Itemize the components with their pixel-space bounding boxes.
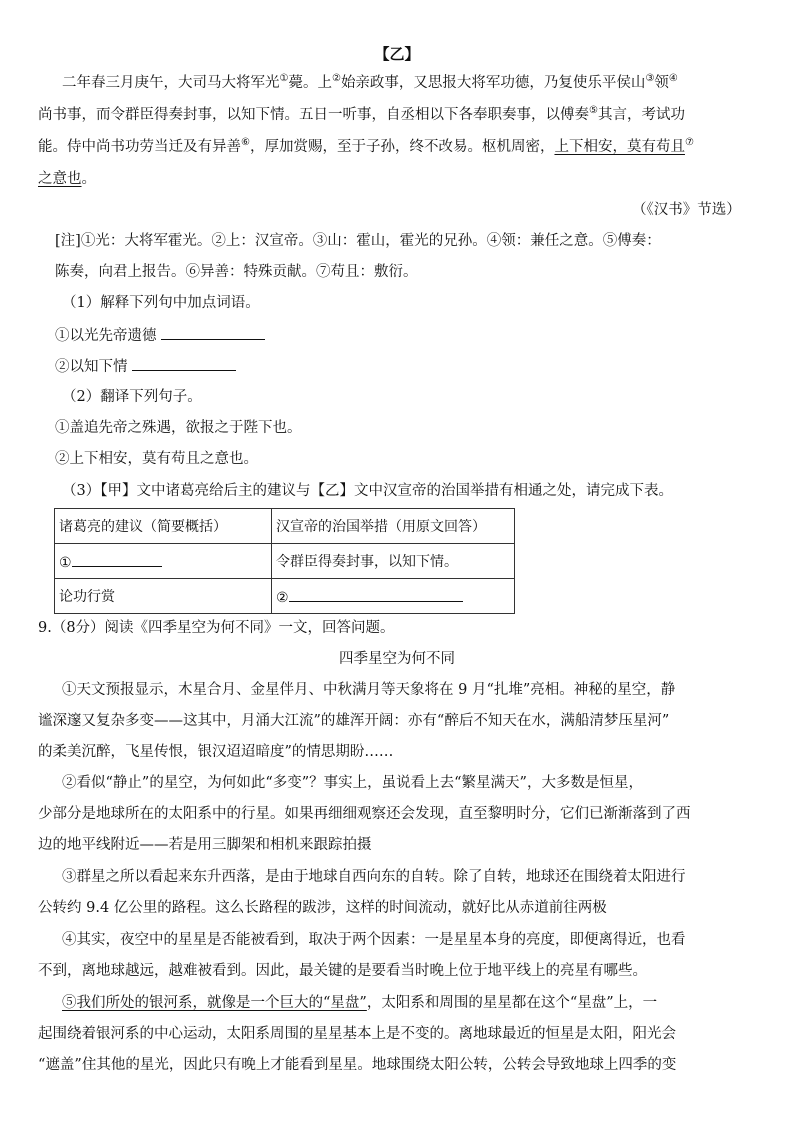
article-line: 的柔美沉醉，飞星传恨，银汉迢迢暗度”的情思期盼…… xyxy=(38,744,394,760)
text-span: ，太阳系和周围的星星都在这个“星盘”上，一 xyxy=(366,995,658,1011)
table-cell: 令群臣得奏封事，以知下情。 xyxy=(272,544,515,579)
comparison-table xyxy=(54,508,515,614)
table-row xyxy=(55,509,515,544)
footnote-marker: ① xyxy=(279,73,289,85)
article-line: 公转约 9.4 亿公里的路程。这么长路程的跋涉，这样的时间流动，就好比从赤道前往两极 xyxy=(38,900,607,916)
text-span: ② xyxy=(276,589,289,606)
text-span: 其言，考试功 xyxy=(597,107,685,123)
text-span: ①以光先帝遗德 xyxy=(55,328,157,344)
article-line: 起围绕着银河系的中心运动，太阳系周围的星星基本上是不变的。离地球最近的恒星是太阳，阳光会 xyxy=(38,1026,676,1042)
answer-blank[interactable] xyxy=(289,587,463,602)
notes-line-2: 陈奏，向君上报告。⑥异善：特殊贡献。⑦苟且：敷衍。 xyxy=(55,264,418,280)
underlined-sentence: ⑤我们所处的银河系，就像是一个巨大的“星盘” xyxy=(62,995,367,1011)
question-2-item-b: ②上下相安，莫有苟且之意也。 xyxy=(55,451,258,467)
article-line: 少部分是地球所在的太阳系中的行星。如果再细细观察还会发现，直至黎明时分，它们已渐渐落到了西 xyxy=(38,806,691,822)
text-span: 二年春三月庚午，大司马大将军光 xyxy=(62,75,280,91)
text-span: 始亲政事，又思报大将军功德，乃复使乐平侯山 xyxy=(340,75,646,91)
article-line: ③群星之所以看起来东升西落，是由于地球自西向东的自转。除了自转，地球还在围绕着太阳进行 xyxy=(62,869,686,885)
text-span: 尚书事，而令群臣得奏封事，以知下情。五日一听事，自丞相以下各奉职奏事，以傅奏 xyxy=(38,107,589,123)
question-1-item-a xyxy=(55,325,265,346)
footnote-marker: ③ xyxy=(645,73,655,85)
section-title: 【乙】 xyxy=(374,45,420,63)
table-header-cell: 汉宣帝的治国举措（用原文回答） xyxy=(272,509,515,544)
text-span: 领 xyxy=(654,75,669,91)
yi-paragraph-line-4 xyxy=(38,169,96,189)
text-span: 。 xyxy=(81,171,96,187)
article-line: ①天文预报显示，木星合月、金星伴月、中秋满月等天象将在 9 月“扎堆”亮相。神秘的星空，静 xyxy=(62,682,676,698)
footnote-marker: ⑦ xyxy=(684,137,694,149)
article-line xyxy=(62,993,657,1013)
table-row xyxy=(55,579,515,614)
source-citation: （《汉书》节选） xyxy=(632,202,741,218)
text-span: ②以知下情 xyxy=(55,359,128,375)
text-span: ① xyxy=(59,554,72,571)
article-line: 边的地平线附近——若是用三脚架和相机来跟踪拍摄 xyxy=(38,837,372,853)
table-cell[interactable] xyxy=(55,544,272,579)
question-3: （3）【甲】文中诸葛亮给后主的建议与【乙】文中汉宣帝的治国举措有相通之处，请完成下表。 xyxy=(62,483,673,499)
footnote-marker: ⑤ xyxy=(589,105,598,117)
table-row xyxy=(55,544,515,579)
text-span: 薨。上 xyxy=(288,75,332,91)
answer-blank[interactable] xyxy=(72,552,162,567)
answer-blank[interactable] xyxy=(161,325,265,340)
footnote-marker: ⑥ xyxy=(241,137,250,149)
yi-paragraph-line-2 xyxy=(38,105,685,125)
article-line: “遮盖”住其他的星光，因此只有晚上才能看到星星。地球围绕太阳公转，公转会导致地球上四季的变 xyxy=(38,1057,677,1073)
article-title: 四季星空为何不同 xyxy=(339,651,455,667)
answer-blank[interactable] xyxy=(132,356,236,371)
question-1-item-b xyxy=(55,356,236,377)
table-header-cell: 诸葛亮的建议（简要概括） xyxy=(55,509,272,544)
yi-paragraph-line-3 xyxy=(38,137,694,157)
question-2-item-a: ①盖追先帝之殊遇，欲报之于陛下也。 xyxy=(55,420,302,436)
underlined-sentence: 之意也 xyxy=(38,171,82,187)
article-line: 不到，离地球越远，越难被看到。因此，最关键的是要看当时晚上位于地平线上的亮星有哪些。 xyxy=(38,963,647,979)
question-9-intro: 9.（8分）阅读《四季星空为何不同》一文，回答问题。 xyxy=(38,620,395,636)
underlined-sentence: 上下相安，莫有苟且 xyxy=(554,139,685,155)
article-line: 谧深邃又复杂多变——这其中，月涌大江流”的雄浑开阔：亦有“醉后不知天在水，满船清梦压星河” xyxy=(38,713,670,729)
yi-paragraph-line-1 xyxy=(62,73,678,93)
article-line: ④其实，夜空中的星星是否能被看到，取决于两个因素：一是星星本身的亮度，即便离得近，也看 xyxy=(62,932,686,948)
footnote-marker: ④ xyxy=(668,73,678,85)
table-cell[interactable] xyxy=(272,579,515,614)
article-line: ②看似“静止”的星空，为何如此“多变”？事实上，虽说看上去“繁星满天”，大多数是恒星， xyxy=(62,775,643,791)
footnote-marker: ② xyxy=(331,73,341,85)
question-2: （2）翻译下列句子。 xyxy=(62,389,202,405)
text-span: 能。侍中尚书功劳当迁及有异善 xyxy=(38,139,241,155)
notes-line-1: [注]①光：大将军霍光。②上：汉宣帝。③山：霍山，霍光的兄孙。④领：兼任之意。⑤傅奏： xyxy=(55,233,661,249)
text-span: ，厚加赏赐，至于子孙，终不改易。枢机周密， xyxy=(249,139,555,155)
table-cell: 论功行赏 xyxy=(55,579,272,614)
question-1: （1）解释下列句中加点词语。 xyxy=(62,295,260,311)
